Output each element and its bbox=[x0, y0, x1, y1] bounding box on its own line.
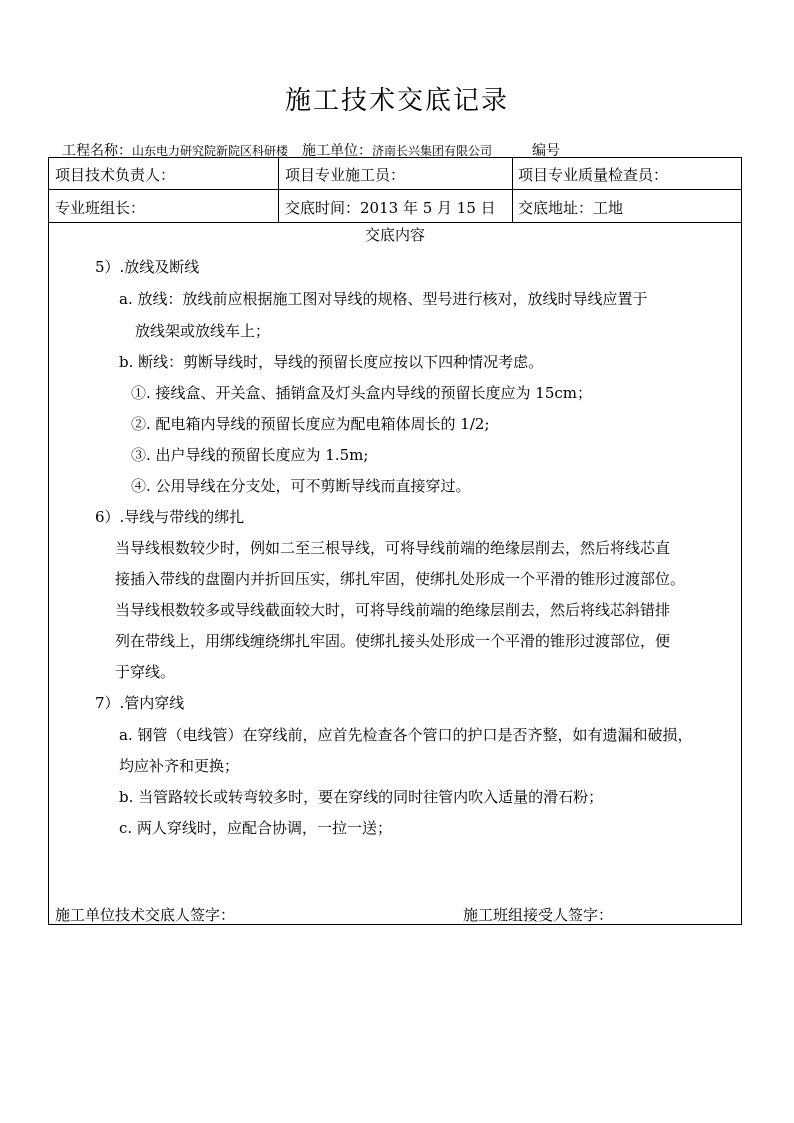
content-line: 于穿线。 bbox=[115, 663, 176, 681]
row-divider bbox=[49, 189, 741, 190]
column-divider bbox=[512, 158, 513, 222]
content-line: 均应补齐和更换； bbox=[119, 757, 240, 775]
content-line: 放线架或放线车上； bbox=[135, 322, 271, 340]
document-title: 施工技术交底记录 bbox=[284, 86, 509, 116]
content-line: ②. 配电箱内导线的预留长度应为配电箱体周长的 1/2; bbox=[131, 415, 490, 433]
column-divider bbox=[278, 158, 279, 222]
content-line: b. 断线：剪断导线时，导线的预留长度应按以下四种情况考虑。 bbox=[119, 353, 544, 371]
content-title: 交底内容 bbox=[364, 226, 425, 244]
document-number-label: 编号 bbox=[532, 143, 561, 159]
section-heading: 6）.导线与带线的绑扎 bbox=[95, 508, 245, 526]
row-divider bbox=[49, 222, 741, 223]
content-line: a. 钢管（电线管）在穿线前，应首先检查各个管口的护口是否齐整，如有遗漏和破损， bbox=[119, 726, 693, 744]
content-line: ①. 接线盒、开关盒、插销盒及灯头盒内导线的预留长度应为 15cm； bbox=[131, 384, 593, 402]
content-line: 当导线根数较少时，例如二至三根导线，可将导线前端的绝缘层削去，然后将线芯直 bbox=[115, 539, 671, 557]
tech-handover-signature-label: 施工单位技术交底人签字： bbox=[55, 906, 236, 924]
content-line: c. 两人穿线时，应配合协调，一拉一送； bbox=[119, 819, 392, 837]
content-line: ③. 出户导线的预留长度应为 1.5m; bbox=[131, 446, 369, 464]
content-line: b. 当管路较长或转弯较多时，要在穿线的同时往管内吹入适量的滑石粉； bbox=[119, 788, 604, 806]
section-heading: 5）.放线及断线 bbox=[95, 258, 200, 276]
content-line: 当导线根数较多或导线截面较大时，可将导线前端的绝缘层削去，然后将线芯斜错排 bbox=[115, 601, 671, 619]
construction-unit-value: 济南长兴集团有限公司 bbox=[372, 144, 493, 158]
technical-lead-cell: 项目技术负责人： bbox=[55, 166, 176, 184]
team-receiver-signature-label: 施工班组接受人签字： bbox=[463, 906, 614, 924]
handover-location-cell: 交底地址：工地 bbox=[518, 199, 624, 217]
record-table bbox=[48, 157, 742, 925]
quality-inspector-cell: 项目专业质量检查员： bbox=[518, 166, 669, 184]
team-leader-cell: 专业班组长： bbox=[55, 199, 146, 217]
project-name-value: 山东电力研究院新院区科研楼 bbox=[132, 144, 289, 158]
content-line: 接插入带线的盘圈内并折回压实，绑扎牢固，使绑扎处形成一个平滑的锥形过渡部位。 bbox=[115, 570, 686, 588]
section-heading: 7）.管内穿线 bbox=[95, 694, 185, 712]
content-line: 列在带线上，用绑线缠绕绑扎牢固。使绑扎接头处形成一个平滑的锥形过渡部位，便 bbox=[115, 632, 671, 650]
content-line: ④. 公用导线在分支处，可不剪断导线而直接穿过。 bbox=[131, 477, 471, 495]
handover-date-cell: 交底时间：2013 年 5 月 15 日 bbox=[285, 199, 496, 217]
construction-unit-label: 施工单位： bbox=[302, 143, 373, 159]
content-line: a. 放线：放线前应根据施工图对导线的规格、型号进行核对，放线时导线应置于 bbox=[119, 290, 648, 308]
project-name-label: 工程名称： bbox=[62, 143, 132, 159]
construction-worker-cell: 项目专业施工员： bbox=[285, 166, 406, 184]
